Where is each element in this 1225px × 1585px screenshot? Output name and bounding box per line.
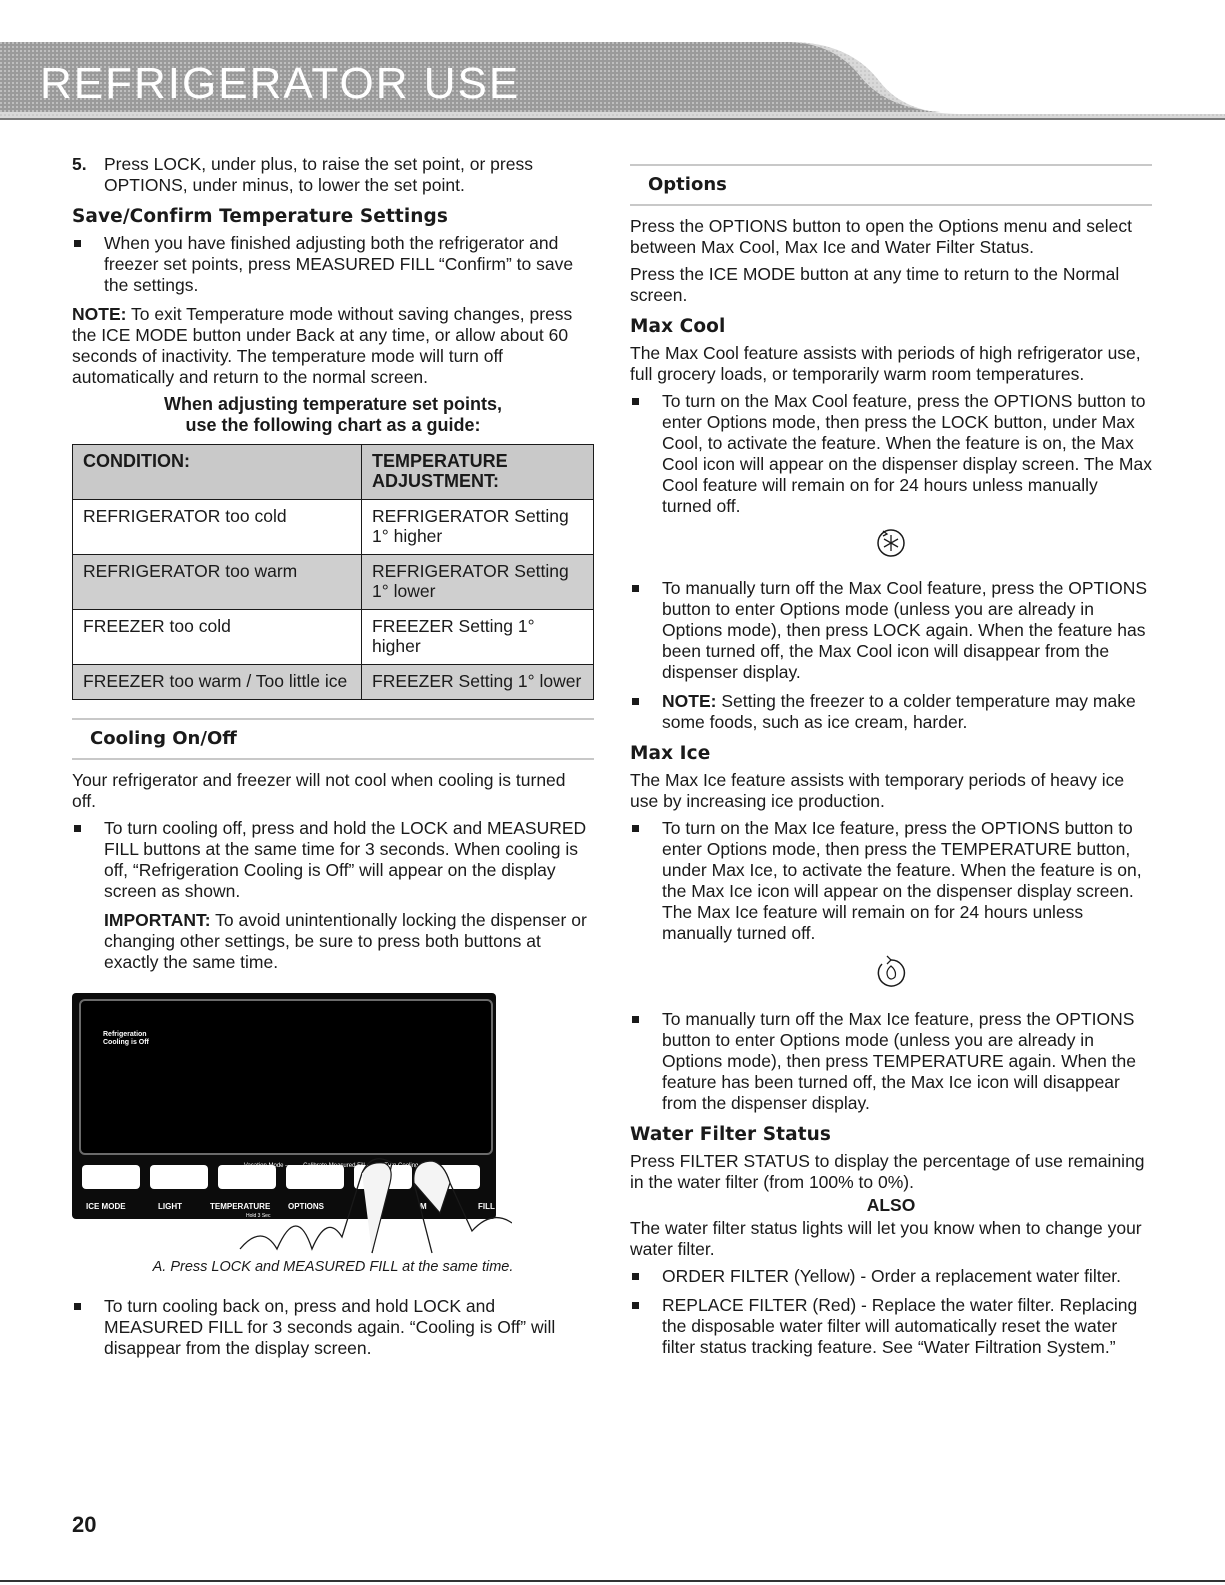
step-number: 5. bbox=[72, 154, 87, 174]
right-column bbox=[630, 158, 1152, 1366]
options-section-bar bbox=[630, 164, 1152, 206]
replace-filter-bullet: REPLACE FILTER (Red) - Replace the water filter. Replacing the disposable water filter will automatically reset the water filter status tracking feature. See “Water Filtration System.” bbox=[630, 1295, 1152, 1358]
table-header-adjustment: TEMPERATURE ADJUSTMENT: bbox=[362, 445, 594, 500]
filter-paragraph-2: The water filter status lights will let you know when to change your water filter. bbox=[630, 1218, 1142, 1259]
screen-line-1: Refrigeration bbox=[103, 1031, 147, 1038]
cooling-section-bar bbox=[72, 718, 594, 760]
order-filter-bullet: ORDER FILTER (Yellow) - Order a replacement water filter. bbox=[630, 1266, 1152, 1287]
max-cool-note-text: Setting the freezer to a colder temperature may make some foods, such as ice cream, harder. bbox=[662, 691, 1136, 732]
options-label: OPTIONS bbox=[288, 1202, 325, 1211]
max-cool-note-label: NOTE: bbox=[662, 691, 717, 711]
cooling-on-bullet: To turn cooling back on, press and hold LOCK and MEASURED FILL for 3 seconds again. “Cooling is Off” will disappear from the display screen. bbox=[72, 1296, 594, 1359]
table-cell-adjustment: REFRIGERATOR Setting 1° higher bbox=[362, 500, 594, 555]
also-label: ALSO bbox=[866, 1195, 916, 1215]
table-row bbox=[73, 665, 594, 700]
options-paragraph-2: Press the ICE MODE button at any time to return to the Normal screen. bbox=[630, 264, 1120, 305]
ice-mode-label: ICE MODE bbox=[86, 1202, 126, 1211]
dispenser-control-figure bbox=[72, 993, 502, 1243]
filter-paragraph-1: Press FILTER STATUS to display the percentage of use remaining in the water filter (from 100% to 0%). bbox=[630, 1151, 1145, 1192]
table-cell-condition: REFRIGERATOR too warm bbox=[73, 555, 362, 610]
important-label: IMPORTANT: bbox=[104, 910, 211, 930]
max-cool-heading: Max Cool bbox=[630, 316, 726, 337]
finger-press-icon bbox=[72, 1153, 512, 1263]
page-number: 20 bbox=[72, 1512, 97, 1537]
left-column bbox=[72, 154, 594, 1367]
options-heading: Options bbox=[648, 174, 727, 195]
table-cell-condition: REFRIGERATOR too cold bbox=[73, 500, 362, 555]
cooling-off-bullet: To turn cooling off, press and hold the LOCK and MEASURED FILL buttons at the same time for 3 seconds. When cooling is off, “Refrigeration Cooling is Off” will appear on the display screen as shown. bbox=[72, 818, 594, 902]
table-header-row bbox=[73, 445, 594, 500]
function-strip: Mode bbox=[268, 1163, 284, 1169]
temperature-label: TEMPERATURE bbox=[210, 1202, 271, 1211]
max-cool-icon bbox=[874, 525, 908, 559]
measured-label: M bbox=[420, 1202, 427, 1211]
max-cool-intro: The Max Cool feature assists with periods of high refrigerator use, full grocery loads, or temporarily warm room temperatures. bbox=[630, 343, 1141, 384]
screen-line-2: Cooling is Off bbox=[103, 1039, 149, 1046]
water-filter-heading: Water Filter Status bbox=[630, 1124, 832, 1145]
max-ice-intro: The Max Ice feature assists with temporary periods of heavy ice use by increasing ice production. bbox=[630, 770, 1125, 811]
chart-intro-line1: When adjusting temperature set points, bbox=[163, 394, 503, 414]
max-cool-on-bullet: To turn on the Max Cool feature, press the OPTIONS button to enter Options mode, then press the LOCK button, under Max Cool, to activate the feature. When the feature is on, the Max Cool icon will appear on the dispenser display screen. The Max Cool feature will remain on for 24 hours unless manually turned off. bbox=[630, 391, 1152, 517]
important-paragraph bbox=[72, 910, 594, 973]
max-cool-off-bullet: To manually turn off the Max Cool feature, press the OPTIONS button to enter Options mode (unless you are already in Options mode), then press LOCK again. When the feature has been turned off, the Max Cool icon will disappear from the dispenser display. bbox=[630, 578, 1152, 683]
fill-label: FILL bbox=[478, 1202, 495, 1211]
options-paragraph-1: Press the OPTIONS button to open the Options menu and select between Max Cool, Max Ice and Water Filter Status. bbox=[630, 216, 1132, 257]
table-cell-condition: FREEZER too warm / Too little ice bbox=[73, 665, 362, 700]
table-cell-adjustment: FREEZER Setting 1° higher bbox=[362, 610, 594, 665]
table-row bbox=[73, 555, 594, 610]
chart-intro bbox=[72, 394, 594, 436]
cooling-heading: Cooling On/Off bbox=[90, 728, 237, 749]
table-cell-adjustment: REFRIGERATOR Setting 1° lower bbox=[362, 555, 594, 610]
step-5 bbox=[72, 154, 594, 196]
bottom-rule bbox=[0, 1580, 1225, 1582]
save-heading: Save/Confirm Temperature Settings bbox=[72, 206, 448, 227]
important-text: To avoid unintentionally locking the dispenser or changing other settings, be sure to press both buttons at exactly the same time. bbox=[104, 910, 587, 972]
note-paragraph bbox=[72, 304, 594, 388]
figure-caption: A. Press LOCK and MEASURED FILL at the same time. bbox=[152, 1259, 514, 1275]
max-ice-on-bullet: To turn on the Max Ice feature, press the OPTIONS button to enter Options mode, then press the TEMPERATURE button, under Max Ice, to activate the feature. When the feature is on, the Max Ice icon will appear on the dispenser display screen. The Max Ice feature will remain on for 24 hours unless manually turned off. bbox=[630, 818, 1152, 944]
table-cell-condition: FREEZER too cold bbox=[73, 610, 362, 665]
note-text: To exit Temperature mode without saving changes, press the ICE MODE button under Back at any time, or allow about 60 seconds of inactivity. The temperature mode will turn off automatically and return to the normal screen. bbox=[72, 304, 573, 387]
max-cool-note bbox=[630, 691, 1152, 733]
max-ice-off-bullet: To manually turn off the Max Ice feature, press the OPTIONS button to enter Options mode (unless you are already in Options mode), then press TEMPERATURE again. When the feature has been turned off, the Max Ice icon will disappear from the dispenser display. bbox=[630, 1009, 1152, 1114]
cooling-intro: Your refrigerator and freezer will not cool when cooling is turned off. bbox=[72, 770, 566, 811]
hold-label: Hold 3 Sec bbox=[246, 1213, 271, 1219]
step-text: Press LOCK, under plus, to raise the set point, or press OPTIONS, under minus, to lower the set point. bbox=[104, 154, 533, 195]
chart-intro-line2: use the following chart as a guide: bbox=[185, 415, 481, 435]
page-title: REFRIGERATOR USE bbox=[40, 59, 521, 108]
save-bullet: When you have finished adjusting both the refrigerator and freezer set points, press MEASURED FILL “Confirm” to save the settings. bbox=[72, 233, 594, 296]
light-label: LIGHT bbox=[158, 1202, 182, 1211]
max-ice-icon-wrap bbox=[630, 952, 1152, 995]
max-cool-icon-wrap bbox=[630, 525, 1152, 564]
note-label: NOTE: bbox=[72, 304, 127, 324]
table-row bbox=[73, 610, 594, 665]
max-ice-icon bbox=[874, 952, 908, 990]
table-cell-adjustment: FREEZER Setting 1° lower bbox=[362, 665, 594, 700]
table-row bbox=[73, 500, 594, 555]
display-screen bbox=[79, 999, 493, 1155]
temperature-guide-table bbox=[72, 444, 594, 700]
table-header-condition: CONDITION: bbox=[73, 445, 362, 500]
max-ice-heading: Max Ice bbox=[630, 743, 711, 764]
